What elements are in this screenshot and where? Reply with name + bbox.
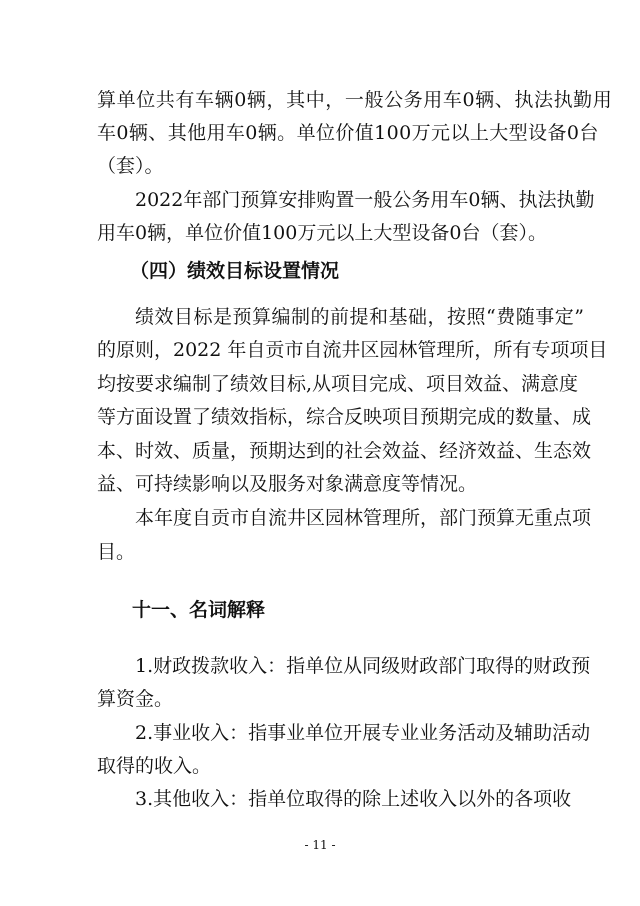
budget-paragraph-line-1: 2022年部门预算安排购置一般公务用车0辆、执法执勤 bbox=[135, 189, 595, 211]
performance-paragraph-line-6: 益、可持续影响以及服务对象满意度等情况。 bbox=[97, 473, 478, 495]
page-number: - 11 - bbox=[304, 838, 336, 852]
budget-paragraph-line-2: 用车0辆，单位价值100万元以上大型设备0台（套）。 bbox=[97, 222, 547, 244]
term-3-line-1: 3.其他收入：指单位取得的除上述收入以外的各项收 bbox=[135, 788, 572, 810]
vehicles-paragraph-line-1: 算单位共有车辆0辆，其中，一般公务用车0辆、执法执勤用 bbox=[97, 89, 613, 111]
performance-paragraph-line-3: 均按要求编制了绩效目标,从项目完成、项目效益、满意度 bbox=[97, 373, 579, 395]
term-2-line-1: 2.事业收入：指事业单位开展专业业务活动及辅助活动 bbox=[135, 722, 591, 744]
performance-paragraph-line-2: 的原则，2022 年自贡市自流井区园林管理所，所有专项项目 bbox=[97, 339, 608, 361]
term-2-line-2: 取得的收入。 bbox=[97, 755, 212, 777]
performance-paragraph-line-5: 本、时效、质量，预期达到的社会效益、经济效益、生态效 bbox=[97, 440, 592, 462]
term-1-line-1: 1.财政拨款收入：指单位从同级财政部门取得的财政预 bbox=[135, 655, 591, 677]
key-project-paragraph-line-1: 本年度自贡市自流井区园林管理所，部门预算无重点项 bbox=[135, 507, 592, 529]
section-eleven-heading: 十一、名词解释 bbox=[132, 599, 266, 621]
term-1-line-2: 算资金。 bbox=[97, 688, 174, 710]
section-four-heading: （四）绩效目标设置情况 bbox=[130, 260, 340, 282]
key-project-paragraph-line-2: 目。 bbox=[97, 541, 136, 563]
vehicles-paragraph-line-2: 车0辆、其他用车0辆。单位价值100万元以上大型设备0台 bbox=[97, 122, 599, 144]
performance-paragraph-line-1: 绩效目标是预算编制的前提和基础，按照“费随事定” bbox=[135, 306, 585, 328]
vehicles-paragraph-line-3: （套）。 bbox=[97, 155, 164, 177]
performance-paragraph-line-4: 等方面设置了绩效指标，综合反映项目预期完成的数量、成 bbox=[97, 406, 592, 428]
